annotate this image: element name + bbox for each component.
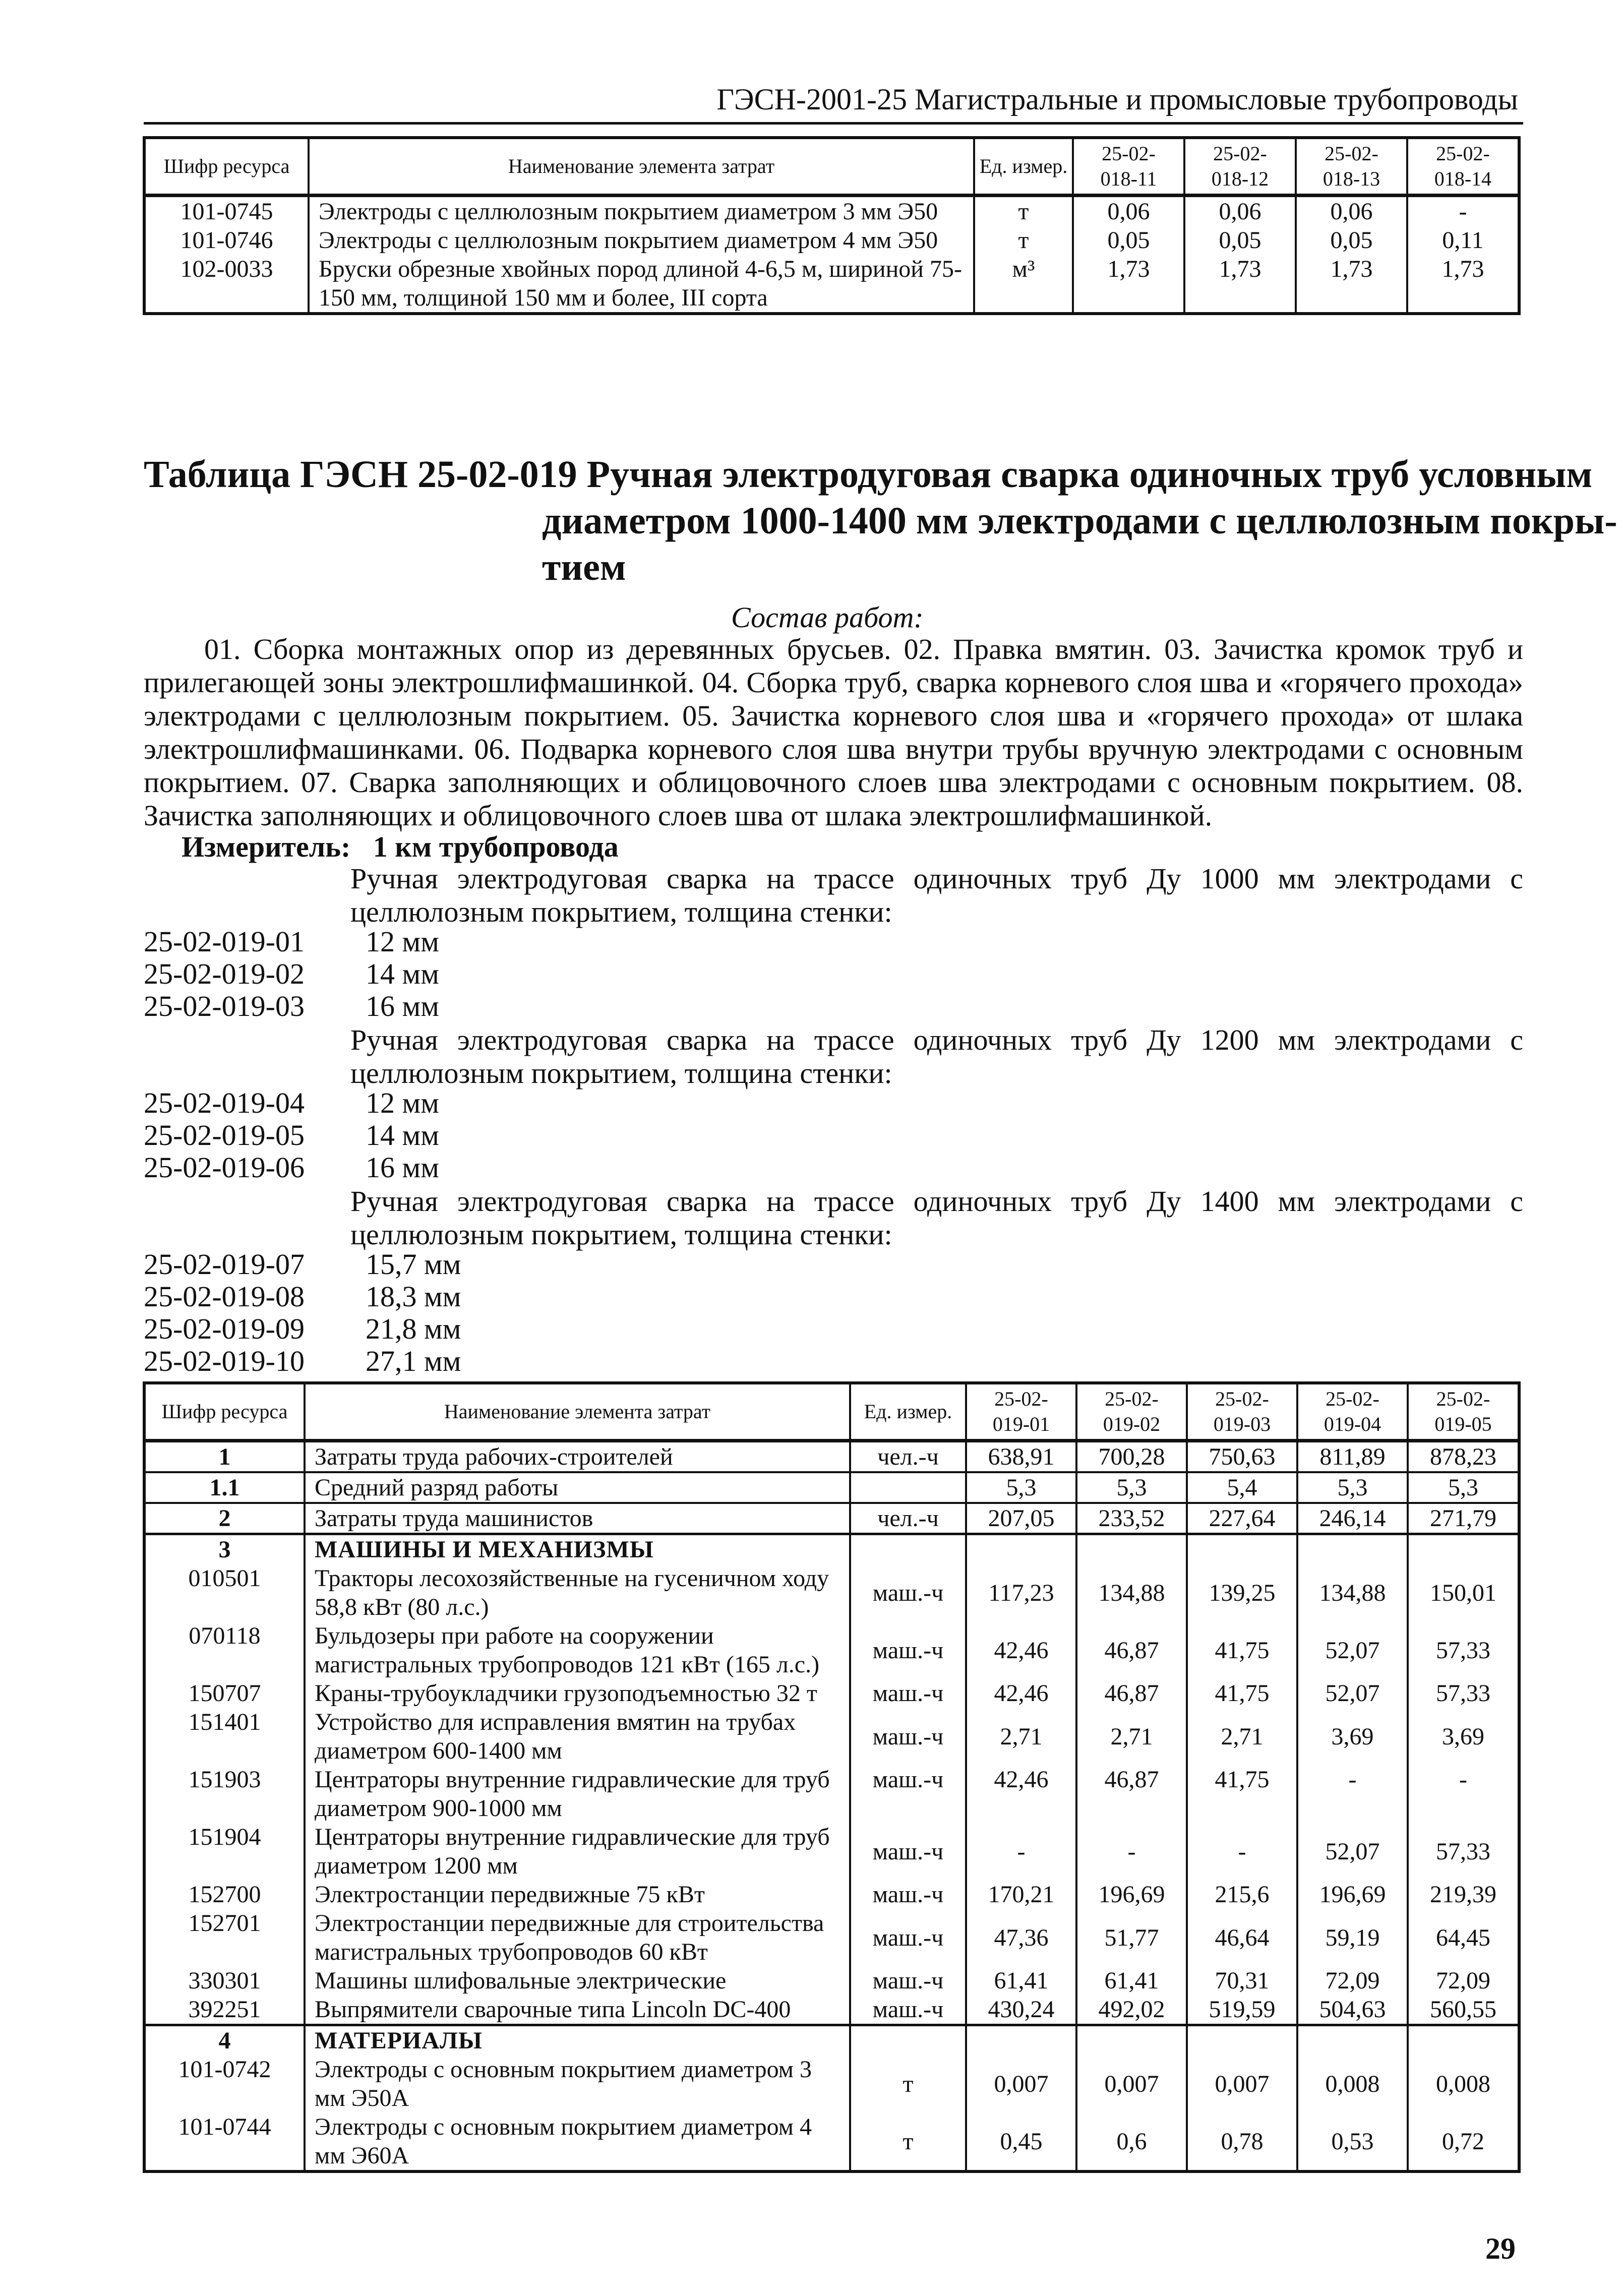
norm-value-cell: 519,59 (1187, 1995, 1297, 2025)
norm-value-cell: 0,007 (1076, 2055, 1187, 2112)
norm-value-cell: 1,73 (1407, 255, 1519, 314)
header-norm-code: 25-02- 019-02 (1076, 1383, 1187, 1441)
norm-value-cell: 0,008 (1408, 2055, 1519, 2112)
norm-value-cell: 0,008 (1297, 2055, 1408, 2112)
norm-value-cell (1076, 1534, 1187, 1564)
header-norm-code: 25-02- 019-03 (1187, 1383, 1297, 1441)
norm-value-cell: 41,75 (1187, 1679, 1297, 1708)
norm-value-cell: 3,69 (1408, 1708, 1519, 1765)
norm-value: 21,8 мм (366, 1312, 461, 1345)
cost-element-name: Бульдозеры при работе на сооружении магистральных трубопроводов 121 кВт (165 л.с.) (305, 1621, 850, 1679)
resource-code: 3 (144, 1534, 305, 1564)
norm-code: 25-02-019-04 (144, 1086, 305, 1119)
norm-code: 25-02-019-03 (144, 990, 305, 1022)
norm-value-cell: - (966, 1823, 1076, 1880)
norm-value-cell: 139,25 (1187, 1564, 1297, 1621)
unit-cell (850, 1534, 966, 1564)
table-title-line: диаметром 1000-1400 мм электродами с целлюлозным покры- (542, 500, 1617, 542)
unit-cell: т (974, 226, 1073, 255)
cost-element-name: Электростанции передвижные 75 кВт (305, 1880, 850, 1909)
norm-value: 27,1 мм (366, 1345, 461, 1377)
norm-value-cell (1076, 2025, 1187, 2056)
norm-value-cell: 57,33 (1408, 1823, 1519, 1880)
unit-cell: т (974, 196, 1073, 226)
norm-code-line (144, 1151, 439, 1184)
norm-code: 25-02-019-07 (144, 1248, 305, 1281)
norm-value-cell: 878,23 (1408, 1441, 1519, 1473)
norm-value-cell: 5,3 (1076, 1472, 1187, 1503)
norm-value-cell: 46,87 (1076, 1679, 1187, 1708)
norm-code-line (144, 1119, 439, 1152)
header-norm-code: 25-02- 019-04 (1297, 1383, 1408, 1441)
norm-value-cell: 0,78 (1187, 2112, 1297, 2171)
header-norm-code: 25-02- 018-12 (1184, 138, 1296, 196)
norm-value-cell: 5,3 (1408, 1472, 1519, 1503)
norm-code: 25-02-019-10 (144, 1345, 305, 1377)
norm-value-cell: 811,89 (1297, 1441, 1408, 1473)
running-header: ГЭСН-2001-25 Магистральные и промысловые трубопроводы (716, 83, 1518, 116)
unit-cell: маш.-ч (850, 1995, 966, 2025)
norm-value-cell: 2,71 (966, 1708, 1076, 1765)
norm-code-line (144, 1248, 461, 1281)
norm-value-cell: 0,05 (1073, 226, 1184, 255)
norm-value-cell: 0,06 (1296, 196, 1407, 226)
norm-value-cell: 41,75 (1187, 1621, 1297, 1679)
norm-value-cell (1187, 1534, 1297, 1564)
header-cost-name: Наименование элемента затрат (309, 138, 974, 196)
unit-cell: маш.-ч (850, 1765, 966, 1823)
norm-value-cell: 0,53 (1297, 2112, 1408, 2171)
cost-element-name: Бруски обрезные хвойных пород длиной 4-6,5 м, шириной 75-150 мм, толщиной 150 мм и более, III сорта (309, 255, 974, 314)
norm-value-cell: 207,05 (966, 1503, 1076, 1534)
table-row (144, 1708, 1519, 1765)
norm-value-cell: 134,88 (1076, 1564, 1187, 1621)
norm-value-cell: 3,69 (1297, 1708, 1408, 1765)
norm-value-cell: 52,07 (1297, 1621, 1408, 1679)
norm-group-text: Ручная электродуговая сварка на трассе одиночных труб Ду 1200 мм электродами с целлюлозным покрытием, толщина стенки: (350, 1023, 1523, 1090)
norm-value-cell: 2,71 (1187, 1708, 1297, 1765)
norm-value-cell: 41,75 (1187, 1765, 1297, 1823)
norm-value-cell (1408, 2025, 1519, 2056)
norm-value-cell: 61,41 (966, 1966, 1076, 1995)
norm-value-cell: 0,72 (1408, 2112, 1519, 2171)
unit-cell: маш.-ч (850, 1621, 966, 1679)
resource-code: 1 (144, 1441, 305, 1473)
norm-value-cell: 5,3 (966, 1472, 1076, 1503)
unit-cell: т (850, 2055, 966, 2112)
resource-code: 101-0742 (144, 2055, 305, 2112)
norm-value-cell: 638,91 (966, 1441, 1076, 1473)
norm-value-cell: 492,02 (1076, 1995, 1187, 2025)
norm-value-cell: 51,77 (1076, 1909, 1187, 1966)
norm-value: 15,7 мм (366, 1248, 461, 1281)
composition-text: 01. Сборка монтажных опор из деревянных брусьев. 02. Правка вмятин. 03. Зачистка кромок труб и прилегающей зоны электрошлифмашинкой. 04. Сборка труб, сварка корневого слоя шва и «горячего прохода» электродами с целлюлозным покрытием. 05. Зачистка корневого слоя шва и «горячего прохода» от шлака электрошлифмашинками. 06. Подварка корневого слоя шва внутри трубы вручную электродами с основным покрытием. 07. Сварка заполняющих и облицовочного слоев шва электродами с основным покрытием. 08. Зачистка заполняющих и облицовочного слоев шва от шлака электрошлифмашинкой. (144, 633, 1523, 832)
norm-value-cell: 57,33 (1408, 1679, 1519, 1708)
norm-code-line (144, 1345, 461, 1377)
table-row (144, 1503, 1519, 1534)
norm-value-cell: 57,33 (1408, 1621, 1519, 1679)
norm-value-cell: 0,06 (1073, 196, 1184, 226)
norm-value-cell: 42,46 (966, 1621, 1076, 1679)
unit-cell: маш.-ч (850, 1909, 966, 1966)
norm-value-cell: 271,79 (1408, 1503, 1519, 1534)
norm-value-cell: 219,39 (1408, 1880, 1519, 1909)
norm-code: 25-02-019-02 (144, 957, 305, 990)
norm-code-line (144, 925, 439, 958)
measure-line (182, 830, 619, 864)
norm-value-cell: 72,09 (1297, 1966, 1408, 1995)
unit-cell: маш.-ч (850, 1679, 966, 1708)
norm-value: 16 мм (366, 1151, 439, 1184)
cost-element-name: Машины шлифовальные электрические (305, 1966, 850, 1995)
resource-code: 2 (144, 1503, 305, 1534)
norm-value-cell: - (1187, 1823, 1297, 1880)
norm-value-cell (1187, 2025, 1297, 2056)
cost-element-name: Электроды с целлюлозным покрытием диаметром 3 мм Э50 (309, 196, 974, 226)
norm-value-cell: 1,73 (1296, 255, 1407, 314)
resource-code: 101-0745 (144, 196, 309, 226)
norm-value-cell (966, 2025, 1076, 2056)
table-header-row (144, 1383, 1519, 1441)
norm-value-cell: 46,87 (1076, 1621, 1187, 1679)
norm-value-cell: - (1076, 1823, 1187, 1880)
header-norm-code: 25-02- 018-13 (1296, 138, 1407, 196)
norm-value-cell: 42,46 (966, 1765, 1076, 1823)
table-row (144, 226, 1519, 255)
resource-code: 152701 (144, 1909, 305, 1966)
norm-value-cell (1297, 2025, 1408, 2056)
resource-code: 392251 (144, 1995, 305, 2025)
norm-code: 25-02-019-05 (144, 1119, 305, 1152)
header-norm-code: 25-02- 018-11 (1073, 138, 1184, 196)
norm-value-cell (1408, 1534, 1519, 1564)
header-norm-code: 25-02- 018-14 (1407, 138, 1519, 196)
table-row (144, 1441, 1519, 1473)
norm-value-cell: 227,64 (1187, 1503, 1297, 1534)
norm-value: 14 мм (366, 1119, 439, 1152)
resource-code: 151401 (144, 1708, 305, 1765)
norm-code: 25-02-019-06 (144, 1151, 305, 1184)
table-row (144, 1880, 1519, 1909)
resource-code: 1.1 (144, 1472, 305, 1503)
resource-code: 102-0033 (144, 255, 309, 314)
resource-code: 101-0746 (144, 226, 309, 255)
norm-value-cell: 46,87 (1076, 1765, 1187, 1823)
table-row (144, 1909, 1519, 1966)
norm-value-cell: 196,69 (1297, 1880, 1408, 1909)
resource-table-018 (143, 136, 1521, 315)
norm-group-text: Ручная электродуговая сварка на трассе одиночных труб Ду 1000 мм электродами с целлюлозным покрытием, толщина стенки: (350, 862, 1523, 928)
unit-cell: чел.-ч (850, 1441, 966, 1473)
table-row (144, 1621, 1519, 1679)
table-row (144, 2055, 1519, 2112)
table-body (144, 1441, 1519, 2172)
cost-element-name: Электроды с основным покрытием диаметром 3 мм Э50А (305, 2055, 850, 2112)
unit-cell: маш.-ч (850, 1708, 966, 1765)
header-unit: Ед. измер. (974, 138, 1073, 196)
norm-value: 16 мм (366, 990, 439, 1022)
resource-table-019 (143, 1381, 1521, 2173)
table-header-row (144, 138, 1519, 196)
norm-value-cell: 246,14 (1297, 1503, 1408, 1534)
cost-element-name: Тракторы лесохозяйственные на гусеничном ходу 58,8 кВт (80 л.с.) (305, 1564, 850, 1621)
unit-cell (850, 1472, 966, 1503)
norm-value-cell: 0,007 (966, 2055, 1076, 2112)
table-row (144, 255, 1519, 314)
cost-element-name: Краны-трубоукладчики грузоподъемностью 32 т (305, 1679, 850, 1708)
header-unit: Ед. измер. (850, 1383, 966, 1441)
table-row (144, 2112, 1519, 2171)
header-resource-code: Шифр ресурса (144, 138, 309, 196)
resource-code: 010501 (144, 1564, 305, 1621)
norm-value: 12 мм (366, 1086, 439, 1119)
unit-cell: маш.-ч (850, 1966, 966, 1995)
cost-element-name: Электроды с основным покрытием диаметром 4 мм Э60А (305, 2112, 850, 2171)
norm-value: 12 мм (366, 925, 439, 958)
norm-value: 14 мм (366, 957, 439, 990)
norm-value-cell: 64,45 (1408, 1909, 1519, 1966)
norm-value: 18,3 мм (366, 1280, 461, 1313)
cost-element-name: Электростанции передвижные для строительства магистральных трубопроводов 60 кВт (305, 1909, 850, 1966)
resource-code: 151904 (144, 1823, 305, 1880)
page-number: 29 (1485, 2232, 1516, 2265)
norm-value-cell (966, 1534, 1076, 1564)
measure-value: 1 км трубопровода (373, 830, 619, 863)
norm-value-cell: 46,64 (1187, 1909, 1297, 1966)
header-rule (144, 122, 1523, 125)
norm-value-cell: 170,21 (966, 1880, 1076, 1909)
cost-element-name: Затраты труда машинистов (305, 1503, 850, 1534)
table-title-line: тием (542, 546, 626, 588)
norm-code-line (144, 1312, 461, 1345)
norm-code: 25-02-019-01 (144, 925, 305, 958)
resource-code: 4 (144, 2025, 305, 2056)
norm-code-line (144, 957, 439, 990)
table-row (144, 1995, 1519, 2025)
norm-value-cell: 5,3 (1297, 1472, 1408, 1503)
norm-code: 25-02-019-09 (144, 1312, 305, 1345)
resource-code: 330301 (144, 1966, 305, 1995)
cost-element-name: Выпрямители сварочные типа Lincoln DC-400 (305, 1995, 850, 2025)
table-row (144, 2025, 1519, 2056)
table-row (144, 1765, 1519, 1823)
unit-cell: маш.-ч (850, 1823, 966, 1880)
norm-value-cell: 70,31 (1187, 1966, 1297, 1995)
composition-caption: Состав работ: (731, 601, 924, 634)
header-norm-code: 25-02- 019-01 (966, 1383, 1076, 1441)
norm-value-cell: 0,45 (966, 2112, 1076, 2171)
measure-label: Измеритель: (182, 830, 351, 863)
table-row (144, 1534, 1519, 1564)
cost-element-name: Центраторы внутренние гидравлические для труб диаметром 900-1000 мм (305, 1765, 850, 1823)
header-cost-name: Наименование элемента затрат (305, 1383, 850, 1441)
norm-value-cell: 59,19 (1297, 1909, 1408, 1966)
table-row (144, 1966, 1519, 1995)
norm-value-cell: 42,46 (966, 1679, 1076, 1708)
norm-value-cell: 750,63 (1187, 1441, 1297, 1473)
norm-code: 25-02-019-08 (144, 1280, 305, 1313)
unit-cell: маш.-ч (850, 1880, 966, 1909)
norm-value-cell: - (1407, 196, 1519, 226)
norm-value-cell (1297, 1534, 1408, 1564)
resource-code: 152700 (144, 1880, 305, 1909)
norm-value-cell: 0,05 (1296, 226, 1407, 255)
resource-code: 101-0744 (144, 2112, 305, 2171)
unit-cell (850, 2025, 966, 2056)
norm-value-cell: 560,55 (1408, 1995, 1519, 2025)
norm-value-cell: 117,23 (966, 1564, 1076, 1621)
norm-value-cell: 72,09 (1408, 1966, 1519, 1995)
norm-value-cell: 150,01 (1408, 1564, 1519, 1621)
table-title (144, 451, 1617, 590)
norm-code-line (144, 1280, 461, 1313)
norm-group-text: Ручная электродуговая сварка на трассе одиночных труб Ду 1400 мм электродами с целлюлозным покрытием, толщина стенки: (350, 1185, 1523, 1251)
norm-value-cell: 1,73 (1184, 255, 1296, 314)
norm-value-cell: 0,007 (1187, 2055, 1297, 2112)
unit-cell: чел.-ч (850, 1503, 966, 1534)
norm-code-line (144, 1086, 439, 1119)
norm-value-cell: 47,36 (966, 1909, 1076, 1966)
norm-value-cell: 61,41 (1076, 1966, 1187, 1995)
norm-value-cell: - (1408, 1765, 1519, 1823)
section-heading: МАШИНЫ И МЕХАНИЗМЫ (305, 1534, 850, 1564)
table-body (144, 196, 1519, 314)
norm-value-cell: 2,71 (1076, 1708, 1187, 1765)
resource-code: 070118 (144, 1621, 305, 1679)
table-row (144, 196, 1519, 226)
table-title-line: Таблица ГЭСН 25-02-019 Ручная электродуговая сварка одиночных труб условным (144, 453, 1593, 496)
norm-value-cell: - (1297, 1765, 1408, 1823)
table-row (144, 1823, 1519, 1880)
table-row (144, 1564, 1519, 1621)
unit-cell: м³ (974, 255, 1073, 314)
resource-code: 150707 (144, 1679, 305, 1708)
table-row (144, 1472, 1519, 1503)
cost-element-name: Устройство для исправления вмятин на трубах диаметром 600-1400 мм (305, 1708, 850, 1765)
table-row (144, 1679, 1519, 1708)
norm-code-line (144, 990, 439, 1022)
unit-cell: т (850, 2112, 966, 2171)
resource-code: 151903 (144, 1765, 305, 1823)
unit-cell: маш.-ч (850, 1564, 966, 1621)
section-heading: МАТЕРИАЛЫ (305, 2025, 850, 2056)
cost-element-name: Затраты труда рабочих-строителей (305, 1441, 850, 1473)
norm-value-cell: 700,28 (1076, 1441, 1187, 1473)
norm-value-cell: 215,6 (1187, 1880, 1297, 1909)
norm-value-cell: 233,52 (1076, 1503, 1187, 1534)
cost-element-name: Электроды с целлюлозным покрытием диаметром 4 мм Э50 (309, 226, 974, 255)
norm-value-cell: 0,11 (1407, 226, 1519, 255)
norm-value-cell: 430,24 (966, 1995, 1076, 2025)
norm-value-cell: 0,06 (1184, 196, 1296, 226)
norm-value-cell: 196,69 (1076, 1880, 1187, 1909)
norm-value-cell: 134,88 (1297, 1564, 1408, 1621)
norm-value-cell: 0,6 (1076, 2112, 1187, 2171)
norm-value-cell: 52,07 (1297, 1823, 1408, 1880)
norm-value-cell: 504,63 (1297, 1995, 1408, 2025)
header-norm-code: 25-02- 019-05 (1408, 1383, 1519, 1441)
header-resource-code: Шифр ресурса (144, 1383, 305, 1441)
norm-value-cell: 1,73 (1073, 255, 1184, 314)
cost-element-name: Средний разряд работы (305, 1472, 850, 1503)
cost-element-name: Центраторы внутренние гидравлические для труб диаметром 1200 мм (305, 1823, 850, 1880)
norm-value-cell: 5,4 (1187, 1472, 1297, 1503)
norm-value-cell: 0,05 (1184, 226, 1296, 255)
norm-value-cell: 52,07 (1297, 1679, 1408, 1708)
